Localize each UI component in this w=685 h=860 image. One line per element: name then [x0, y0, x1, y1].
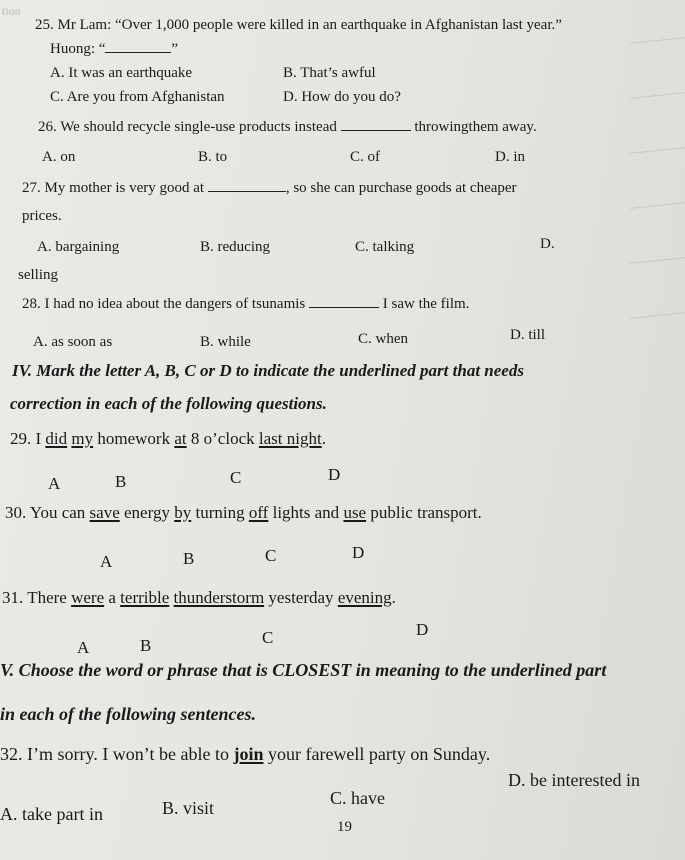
q30-underlined-d: use: [343, 503, 367, 522]
q30-text: public transport.: [366, 503, 482, 522]
q27-option-d-continued: selling: [18, 267, 58, 283]
q31-text: yesterday: [264, 588, 338, 607]
section-4-heading-line1: IV. Mark the letter A, B, C or D to indicate the underlined part that needs: [12, 361, 524, 380]
q31-text: 31. There: [2, 588, 72, 607]
page-number: 19: [337, 819, 352, 835]
q31-underlined-b: terrible: [120, 588, 170, 607]
q31-underlined-a: were: [71, 588, 105, 607]
q32-option-d: D. be interested in: [508, 770, 640, 790]
q29-sentence: [10, 429, 326, 449]
q25-prompt-close: ”: [171, 41, 179, 57]
q31-letter-b: B: [140, 636, 152, 655]
q30-letter-d: D: [352, 543, 365, 562]
q27-stem-before: 27. My mother is very good at: [22, 180, 205, 196]
q27-option-b: B. reducing: [200, 239, 270, 255]
q30-text: lights and: [268, 503, 344, 522]
q29-letter-b: B: [115, 472, 127, 491]
section-4-heading-line2: correction in each of the following questions.: [10, 394, 327, 413]
q29-letter-a: A: [48, 474, 61, 493]
q28-option-d: D. till: [510, 327, 546, 343]
q29-underlined-a: did: [45, 429, 68, 448]
q28-option-a: A. as soon as: [33, 334, 113, 350]
section-5-heading-line1: V. Choose the word or phrase that is CLOSEST in meaning to the underlined part: [0, 660, 607, 680]
q29-text: homework: [93, 429, 175, 448]
q31-text: a: [104, 588, 121, 607]
q27-stem-after: , so she can purchase goods at cheaper: [285, 180, 517, 196]
q31-text: .: [391, 588, 396, 607]
q30-sentence: [5, 503, 482, 523]
q25-option-a: A. It was an earthquake: [50, 65, 193, 81]
q29-letter-c: C: [230, 468, 242, 487]
q25-option-b: B. That’s awful: [283, 65, 376, 81]
page-edge-line: [630, 37, 685, 44]
q30-letter-b: B: [183, 549, 195, 568]
page-edge-line: [630, 92, 685, 99]
q26-blank: [341, 118, 411, 131]
q32-option-c: C. have: [330, 788, 385, 808]
q26-stem: [38, 118, 537, 136]
page-edge-line: [630, 257, 685, 264]
q28-option-c: C. when: [358, 331, 408, 347]
q30-letter-c: C: [265, 546, 277, 565]
q28-blank: [309, 295, 379, 308]
q29-text: 29. I: [10, 429, 46, 448]
q30-text: turning: [191, 503, 249, 522]
q31-sentence: [2, 588, 396, 608]
q25-option-c: C. Are you from Afghanistan: [50, 89, 225, 105]
q28-stem: [22, 295, 469, 313]
q31-underlined-d: evening: [337, 588, 392, 607]
q31-underlined-c: thunderstorm: [173, 588, 265, 607]
q25-prompt: [50, 40, 178, 58]
q25-prompt-open: Huong: “: [50, 41, 106, 57]
q30-text: energy: [119, 503, 175, 522]
q32-option-a: A. take part in: [0, 804, 103, 824]
q26-stem-before: 26. We should recycle single-use products instead: [38, 119, 337, 135]
q29-text: 8 o’clock: [186, 429, 259, 448]
section-5-heading-line2: in each of the following sentences.: [0, 704, 256, 724]
q27-stem-line2: prices.: [22, 208, 62, 224]
q27-option-d: D.: [540, 236, 555, 252]
page-edge-line: [630, 147, 685, 154]
q30-text: 30. You can: [5, 503, 90, 522]
q28-stem-before: 28. I had no idea about the dangers of tsunamis: [22, 296, 306, 312]
q27-option-a: A. bargaining: [37, 239, 120, 255]
q26-option-c: C. of: [350, 149, 380, 165]
q29-text: .: [321, 429, 326, 448]
q31-letter-a: A: [77, 638, 90, 657]
q30-underlined-c: off: [248, 503, 269, 522]
q31-letter-d: D: [416, 620, 429, 639]
q26-option-d: D. in: [495, 149, 525, 165]
q28-option-b: B. while: [200, 334, 251, 350]
q30-underlined-a: save: [89, 503, 120, 522]
q26-option-b: B. to: [198, 149, 228, 165]
q32-stem-before: 32. I’m sorry. I won’t be able to: [0, 744, 234, 764]
q29-underlined-d: last night: [258, 429, 322, 448]
q26-stem-after: throwingthem away.: [414, 119, 537, 135]
q27-stem: [22, 179, 517, 197]
q32-underlined-word: join: [233, 744, 264, 764]
q32-option-b: B. visit: [162, 798, 215, 818]
page-edge-line: [630, 202, 685, 209]
q30-letter-a: A: [100, 552, 113, 571]
q27-option-c: C. talking: [355, 239, 415, 255]
q30-underlined-b: by: [174, 503, 192, 522]
q25-option-d: D. How do you do?: [283, 89, 401, 105]
q32-stem-after: your farewell party on Sunday.: [263, 744, 491, 764]
q29-underlined-c: at: [174, 429, 187, 448]
q29-underlined-b: my: [71, 429, 94, 448]
q28-stem-after: I saw the film.: [382, 296, 470, 312]
q29-letter-d: D: [328, 465, 341, 484]
q26-option-a: A. on: [42, 149, 76, 165]
page-edge-line: [630, 312, 685, 319]
q27-blank: [208, 179, 286, 192]
q25-blank: [105, 40, 171, 53]
q32-sentence: [0, 744, 490, 764]
top-fragment: tion: [2, 4, 21, 18]
q31-letter-c: C: [262, 628, 274, 647]
q25-stem: 25. Mr Lam: “Over 1,000 people were killed in an earthquake in Afghanistan last year.”: [35, 17, 562, 33]
